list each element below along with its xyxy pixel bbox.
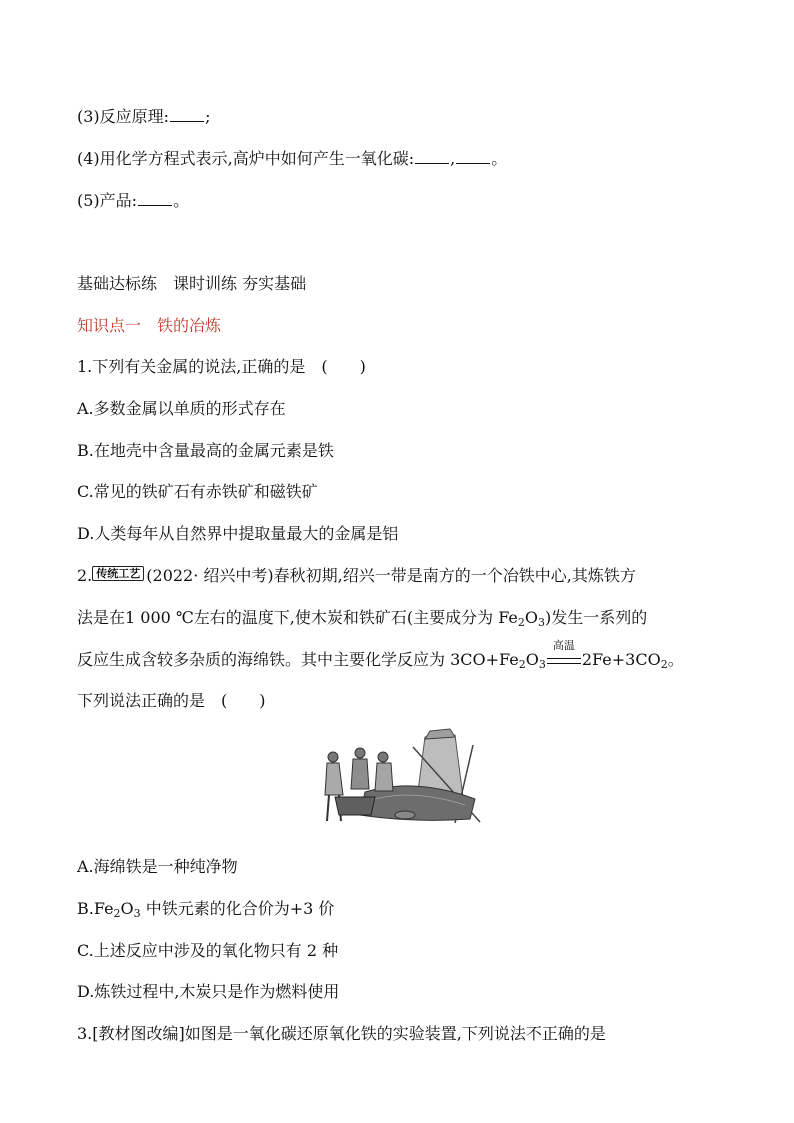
question-2-option-a[interactable]: A.海绵铁是一种纯净物 [77,857,238,876]
question-3-stem: 3.[教材图改编]如图是一氧化碳还原氧化铁的实验装置,下列说法不正确的是 [77,1024,606,1043]
question-2-stem-line-4: 下列说法正确的是 ( ) [77,691,266,710]
answer-blank[interactable] [415,148,449,164]
answer-blank[interactable] [456,148,490,164]
ancient-iron-smelting-illustration [305,727,488,827]
question-2-stem-line-2: 法是在1 000 ℃左右的温度下,使木炭和铁矿石(主要成分为 $Fe_2O_3$)发生一系列的 [77,608,648,629]
question-1-option-b[interactable]: B.在地壳中含量最高的金属元素是铁 [77,441,334,460]
question-2-option-d[interactable]: D.炼铁过程中,木炭只是作为燃料使用 [77,982,340,1001]
item-3-reaction-principle: (3)反应原理: ; [77,107,211,126]
answer-blank[interactable] [170,106,204,122]
question-2-stem-line-3: 反应生成含较多杂质的海绵铁。其中主要化学反应为 $3CO+Fe_2O_3$ 高温 $2Fe+3CO_2$。 [77,639,684,671]
knowledge-point-title: 知识点一 铁的冶炼 [77,316,222,335]
item-4-equation: (4)用化学方程式表示,高炉中如何产生一氧化碳: , 。 [77,149,508,168]
traditional-craft-tag: 传统工艺 [92,566,144,581]
question-2-option-b[interactable]: $B.Fe_2O_3$ 中铁元素的化合价为+3 价 [77,899,335,920]
question-1-option-c[interactable]: C.常见的铁矿石有赤铁矿和磁铁矿 [77,482,318,501]
question-2-option-c[interactable]: C.上述反应中涉及的氧化物只有 2 种 [77,941,339,960]
reaction-condition: 高温 [547,649,581,671]
question-1-stem: 1.下列有关金属的说法,正确的是 ( ) [77,357,366,376]
question-2-stem-line-1: 2. 传统工艺 (2022· 绍兴中考)春秋初期,绍兴一带是南方的一个冶铁中心,其炼铁方 [77,566,636,585]
question-1-option-a[interactable]: A.多数金属以单质的形式存在 [77,399,286,418]
answer-blank[interactable] [138,190,172,206]
section-header: 基础达标练 课时训练 夯实基础 [77,274,307,293]
item-5-product: (5)产品: 。 [77,191,190,210]
question-1-option-d[interactable]: D.人类每年从自然界中提取量最大的金属是铝 [77,524,399,543]
